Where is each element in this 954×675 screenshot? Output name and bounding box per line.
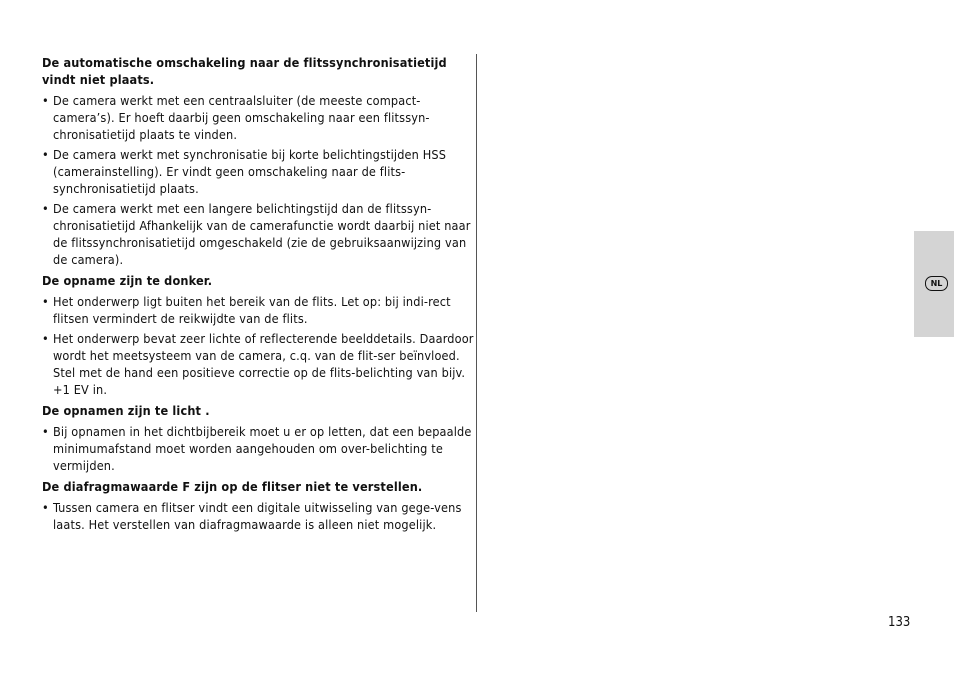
page-number: 133 xyxy=(888,615,911,630)
section-heading: De opnamen zijn te licht . xyxy=(42,403,210,418)
section-aperture xyxy=(42,478,474,533)
bullet-item: • De camera werkt met een centraalsluiter (de meeste compact-camera’s). Er hoeft daarbij geen omschakeling naar een flitssyn-chronisatietijd plaats te vinden. xyxy=(42,92,474,143)
bullet-list xyxy=(42,92,474,268)
section-heading: De diafragmawaarde F zijn op de flitser niet te verstellen. xyxy=(42,479,423,494)
bullet-item: • Het onderwerp ligt buiten het bereik van de flits. Let op: bij indi-rect flitsen vermindert de reikwijdte van de flits. xyxy=(42,293,474,327)
section-too-dark xyxy=(42,272,474,398)
section-heading: De automatische omschakeling naar de flitssynchronisatietijd vindt niet plaats. xyxy=(42,55,447,87)
bullet-item: • Bij opnamen in het dichtbijbereik moet u er op letten, dat een bepaalde minimumafstand moet worden aangehouden om over-belichting te vermijden. xyxy=(42,423,474,474)
bullet-item: • De camera werkt met een langere belichtingstijd dan de flitssyn-chronisatietijd Afhankelijk van de camerafunctie wordt daarbij niet naar de flitssynchronisatietijd omgeschakeld (zie de gebruiksaanwijzing van de camera). xyxy=(42,200,474,268)
section-too-light xyxy=(42,402,474,474)
column-divider xyxy=(476,54,477,612)
section-heading: De opname zijn te donker. xyxy=(42,273,213,288)
bullet-list xyxy=(42,293,474,398)
language-tab xyxy=(914,231,954,337)
section-auto-sync xyxy=(42,54,474,268)
bullet-item: • Het onderwerp bevat zeer lichte of reflecterende beelddetails. Daardoor wordt het meetsysteem van de camera, c.q. van de flit-ser beïnvloed. Stel met de hand een positieve correctie op de flits-belichting van bijv. +1 EV in. xyxy=(42,330,474,398)
bullet-item: • De camera werkt met synchronisatie bij korte belichtingstijden HSS (camerainstelling). Er vindt geen omschakeling naar de flits-synchronisatietijd plaats. xyxy=(42,146,474,197)
bullet-list xyxy=(42,423,474,474)
bullet-list xyxy=(42,499,474,533)
bullet-item: • Tussen camera en flitser vindt een digitale uitwisseling van gege-vens laats. Het verstellen van diafragmawaarde is alleen niet mogelijk. xyxy=(42,499,474,533)
language-badge: NL xyxy=(925,276,948,291)
text-column xyxy=(42,54,474,537)
